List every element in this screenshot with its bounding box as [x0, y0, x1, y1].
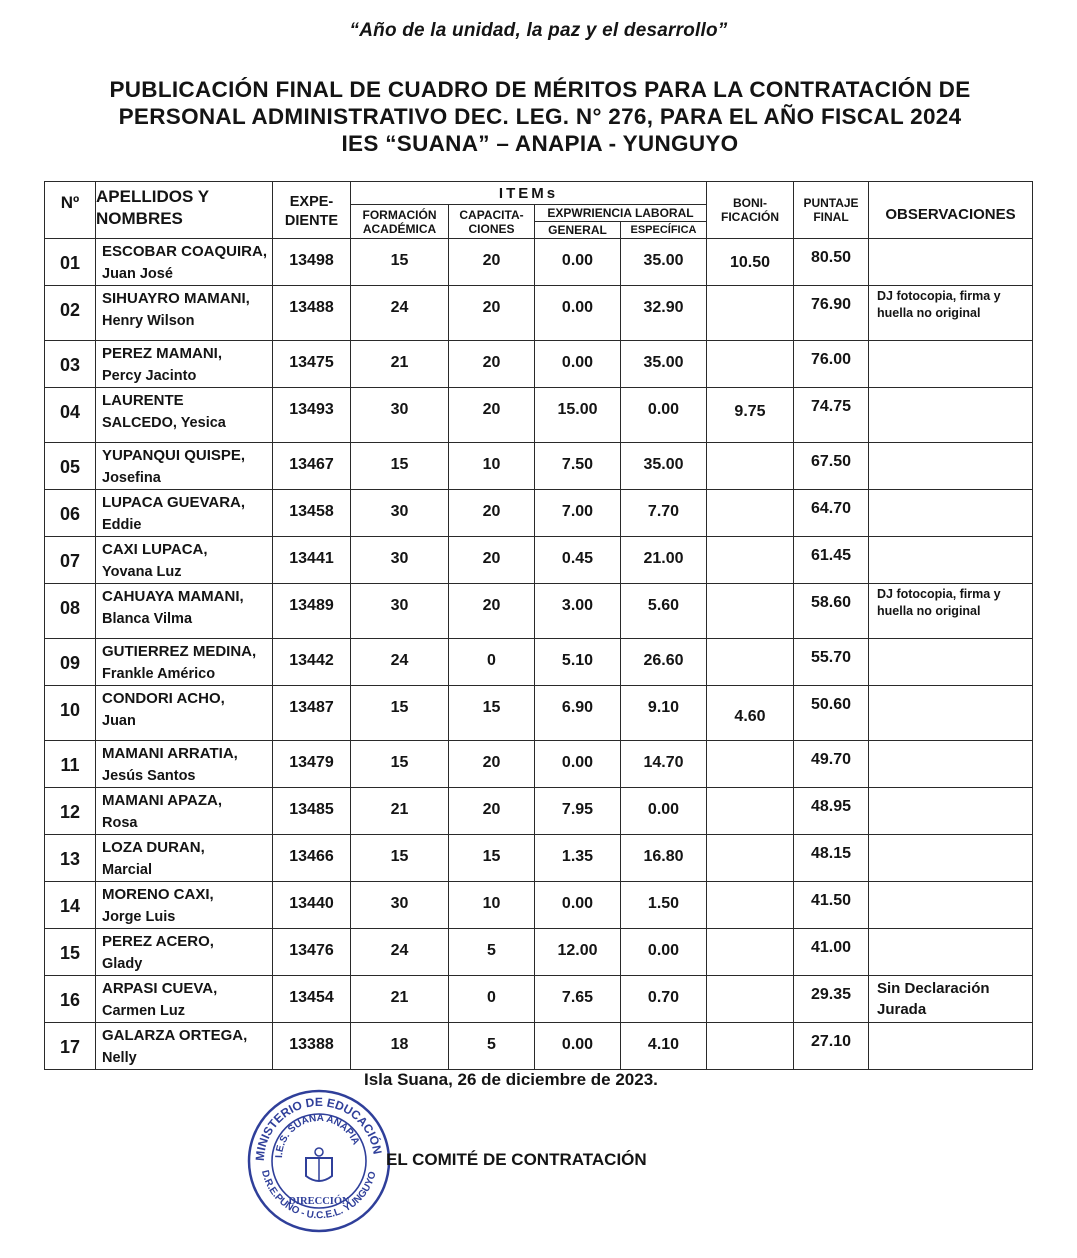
applicant-name	[96, 341, 273, 388]
puntaje-final-cell: 80.50	[794, 239, 869, 286]
experiencia-general-cell: 0.00	[535, 1023, 621, 1070]
expediente-cell: 13442	[273, 639, 351, 686]
formacion-cell: 24	[351, 639, 449, 686]
experiencia-especifica-cell: 7.70	[621, 490, 707, 537]
row-number: 01	[45, 239, 96, 286]
expediente-cell: 13388	[273, 1023, 351, 1070]
observaciones-cell	[869, 443, 1033, 490]
experiencia-especifica-cell: 0.00	[621, 788, 707, 835]
formacion-cell: 21	[351, 341, 449, 388]
experiencia-general-cell: 0.00	[535, 286, 621, 341]
header-general: GENERAL	[535, 222, 621, 239]
experiencia-especifica-cell: 35.00	[621, 443, 707, 490]
formacion-cell: 30	[351, 388, 449, 443]
bonificacion-cell	[707, 286, 794, 341]
applicant-surname: LAURENTE	[102, 392, 184, 409]
header-bonificacion	[707, 182, 794, 239]
header-bon-line: BONI-	[733, 196, 767, 210]
observaciones-cell	[869, 882, 1033, 929]
bonificacion-cell	[707, 443, 794, 490]
expediente-cell: 13467	[273, 443, 351, 490]
expediente-cell: 13466	[273, 835, 351, 882]
experiencia-especifica-cell: 4.10	[621, 1023, 707, 1070]
applicant-surname: SIHUAYRO MAMANI,	[102, 290, 250, 307]
experiencia-especifica-cell: 21.00	[621, 537, 707, 584]
header-expediente	[273, 182, 351, 239]
applicant-name	[96, 686, 273, 741]
header-final-line: FINAL	[813, 210, 849, 224]
applicant-given-name: Eddie	[102, 517, 142, 533]
applicant-name	[96, 239, 273, 286]
observaciones-cell	[869, 388, 1033, 443]
applicant-surname: PEREZ ACERO,	[102, 933, 214, 950]
table-row	[45, 584, 1033, 639]
header-final-line: PUNTAJE	[803, 196, 859, 210]
puntaje-final-cell: 29.35	[794, 976, 869, 1023]
applicant-given-name: Percy Jacinto	[102, 368, 197, 384]
applicant-given-name: Glady	[102, 956, 143, 972]
experiencia-especifica-cell: 14.70	[621, 741, 707, 788]
experiencia-especifica-cell: 35.00	[621, 239, 707, 286]
observaciones-cell	[869, 788, 1033, 835]
formacion-cell: 21	[351, 976, 449, 1023]
experiencia-general-cell: 15.00	[535, 388, 621, 443]
applicant-name	[96, 741, 273, 788]
observaciones-cell	[869, 239, 1033, 286]
applicant-name	[96, 882, 273, 929]
applicant-given-name: Jesús Santos	[102, 768, 196, 784]
experiencia-general-cell: 0.00	[535, 239, 621, 286]
experiencia-general-cell: 0.00	[535, 741, 621, 788]
formacion-cell: 24	[351, 286, 449, 341]
header-names-line: APELLIDOS Y	[96, 187, 210, 206]
applicant-surname: GUTIERREZ MEDINA,	[102, 643, 257, 660]
applicant-surname: MORENO CAXI,	[102, 886, 214, 903]
puntaje-final-cell: 55.70	[794, 639, 869, 686]
bonificacion-cell	[707, 490, 794, 537]
committee-signature: EL COMITÉ DE CONTRATACIÓN	[386, 1150, 647, 1169]
table-row	[45, 929, 1033, 976]
applicant-name	[96, 788, 273, 835]
observaciones-cell	[869, 929, 1033, 976]
applicant-surname: PEREZ MAMANI,	[102, 345, 222, 362]
row-number: 13	[45, 835, 96, 882]
formacion-cell: 30	[351, 490, 449, 537]
header-experiencia: EXPWRIENCIA LABORAL	[535, 205, 707, 222]
bonificacion-cell: 9.75	[707, 388, 794, 443]
row-number: 07	[45, 537, 96, 584]
applicant-surname: LUPACA GUEVARA,	[102, 494, 246, 511]
table-row	[45, 976, 1033, 1023]
puntaje-final-cell: 76.90	[794, 286, 869, 341]
experiencia-general-cell: 7.00	[535, 490, 621, 537]
row-number: 14	[45, 882, 96, 929]
table-row	[45, 1023, 1033, 1070]
applicant-surname: GALARZA ORTEGA,	[102, 1027, 248, 1044]
table-row	[45, 788, 1033, 835]
header-names-line: NOMBRES	[96, 209, 183, 228]
puntaje-final-cell: 67.50	[794, 443, 869, 490]
table-row	[45, 443, 1033, 490]
experiencia-general-cell: 6.90	[535, 686, 621, 741]
applicant-given-name: Yovana Luz	[102, 564, 182, 580]
formacion-cell: 15	[351, 835, 449, 882]
header-puntaje-final	[794, 182, 869, 239]
experiencia-general-cell: 7.65	[535, 976, 621, 1023]
capacitaciones-cell: 15	[449, 686, 535, 741]
applicant-name	[96, 537, 273, 584]
row-number: 15	[45, 929, 96, 976]
experiencia-especifica-cell: 0.00	[621, 929, 707, 976]
table-row	[45, 639, 1033, 686]
applicant-name	[96, 976, 273, 1023]
experiencia-general-cell: 1.35	[535, 835, 621, 882]
expediente-cell: 13498	[273, 239, 351, 286]
header-capacitaciones	[449, 205, 535, 239]
capacitaciones-cell: 10	[449, 443, 535, 490]
applicant-name	[96, 286, 273, 341]
title-line: PERSONAL ADMINISTRATIVO DEC. LEG. N° 276, PARA EL AÑO FISCAL 2024	[118, 104, 962, 129]
applicant-given-name: Henry Wilson	[102, 313, 195, 329]
header-especifica: ESPECÍFICA	[621, 222, 707, 239]
formacion-cell: 15	[351, 741, 449, 788]
motto: “Año de la unidad, la paz y el desarrollo”	[349, 20, 728, 41]
row-number: 06	[45, 490, 96, 537]
row-number: 17	[45, 1023, 96, 1070]
observaciones-cell: Sin Declaración Jurada	[869, 976, 1033, 1023]
applicant-name	[96, 490, 273, 537]
svg-text:DIRECCIÓN: DIRECCIÓN	[288, 1196, 350, 1207]
formacion-cell: 24	[351, 929, 449, 976]
applicant-name	[96, 639, 273, 686]
applicant-given-name: Juan	[102, 713, 136, 729]
observaciones-cell	[869, 341, 1033, 388]
formacion-cell: 30	[351, 584, 449, 639]
observaciones-cell	[869, 835, 1033, 882]
row-number: 12	[45, 788, 96, 835]
experiencia-especifica-cell: 0.70	[621, 976, 707, 1023]
bonificacion-cell	[707, 1023, 794, 1070]
expediente-cell: 13488	[273, 286, 351, 341]
experiencia-especifica-cell: 1.50	[621, 882, 707, 929]
row-number: 10	[45, 686, 96, 741]
formacion-cell: 21	[351, 788, 449, 835]
table-row	[45, 835, 1033, 882]
applicant-given-name: Carmen Luz	[102, 1003, 185, 1019]
capacitaciones-cell: 20	[449, 741, 535, 788]
experiencia-general-cell: 7.50	[535, 443, 621, 490]
applicant-surname: MAMANI APAZA,	[102, 792, 222, 809]
experiencia-especifica-cell: 9.10	[621, 686, 707, 741]
capacitaciones-cell: 15	[449, 835, 535, 882]
bonificacion-cell	[707, 929, 794, 976]
puntaje-final-cell: 61.45	[794, 537, 869, 584]
official-seal	[244, 1086, 394, 1236]
header-formacion-line: FORMACIÓN	[362, 207, 437, 222]
capacitaciones-cell: 0	[449, 639, 535, 686]
experiencia-especifica-cell: 32.90	[621, 286, 707, 341]
applicant-given-name: SALCEDO, Yesica	[102, 415, 226, 431]
applicant-given-name: Josefina	[102, 470, 161, 486]
observaciones-cell: DJ fotocopia, firma y huella no original	[869, 584, 1033, 639]
applicant-given-name: Nelly	[102, 1050, 137, 1066]
applicant-given-name: Frankle Américo	[102, 666, 216, 682]
table-row	[45, 537, 1033, 584]
header-exp-line: DIENTE	[284, 213, 339, 229]
row-number: 02	[45, 286, 96, 341]
puntaje-final-cell: 74.75	[794, 388, 869, 443]
bonificacion-cell	[707, 584, 794, 639]
row-number: 16	[45, 976, 96, 1023]
svg-text:D.R.E.PUNO - U.C.E.L. YUNGUYO: D.R.E.PUNO - U.C.E.L. YUNGUYO	[258, 1169, 379, 1222]
experiencia-general-cell: 7.95	[535, 788, 621, 835]
header-formacion	[351, 205, 449, 239]
formacion-cell: 30	[351, 882, 449, 929]
applicant-surname: CAHUAYA MAMANI,	[102, 588, 244, 605]
applicant-given-name: Juan José	[102, 266, 173, 282]
bonificacion-cell	[707, 639, 794, 686]
experiencia-especifica-cell: 35.00	[621, 341, 707, 388]
applicant-surname: ARPASI CUEVA,	[102, 980, 218, 997]
capacitaciones-cell: 20	[449, 239, 535, 286]
header-names	[96, 182, 273, 239]
experiencia-especifica-cell: 16.80	[621, 835, 707, 882]
applicant-given-name: Rosa	[102, 815, 138, 831]
observaciones-cell	[869, 639, 1033, 686]
row-number: 09	[45, 639, 96, 686]
bonificacion-cell	[707, 835, 794, 882]
bonificacion-cell: 10.50	[707, 239, 794, 286]
capacitaciones-cell: 20	[449, 788, 535, 835]
document-title	[40, 76, 1040, 157]
puntaje-final-cell: 48.15	[794, 835, 869, 882]
formacion-cell: 18	[351, 1023, 449, 1070]
bonificacion-cell: 4.60	[707, 686, 794, 741]
capacitaciones-cell: 20	[449, 584, 535, 639]
capacitaciones-cell: 20	[449, 537, 535, 584]
experiencia-especifica-cell: 5.60	[621, 584, 707, 639]
experiencia-general-cell: 5.10	[535, 639, 621, 686]
table-row	[45, 686, 1033, 741]
applicant-given-name: Jorge Luis	[102, 909, 176, 925]
header-capac-line: CAPACITA-	[459, 207, 524, 222]
svg-text:I.E.S. SUANA ANAPIA: I.E.S. SUANA ANAPIA	[273, 1112, 362, 1159]
bonificacion-cell	[707, 882, 794, 929]
table-row	[45, 882, 1033, 929]
formacion-cell: 30	[351, 537, 449, 584]
applicant-surname: LOZA DURAN,	[102, 839, 205, 856]
capacitaciones-cell: 20	[449, 341, 535, 388]
experiencia-general-cell: 0.00	[535, 341, 621, 388]
puntaje-final-cell: 41.50	[794, 882, 869, 929]
table-row	[45, 741, 1033, 788]
puntaje-final-cell: 48.95	[794, 788, 869, 835]
merit-table	[44, 181, 1033, 1070]
experiencia-general-cell: 3.00	[535, 584, 621, 639]
expediente-cell: 13475	[273, 341, 351, 388]
expediente-cell: 13458	[273, 490, 351, 537]
header-exp-line: EXPE-	[289, 194, 334, 210]
coat-of-arms-icon	[306, 1148, 332, 1181]
applicant-name	[96, 584, 273, 639]
capacitaciones-cell: 0	[449, 976, 535, 1023]
applicant-name	[96, 929, 273, 976]
header-items: ITEMs	[351, 182, 707, 205]
expediente-cell: 13487	[273, 686, 351, 741]
formacion-cell: 15	[351, 686, 449, 741]
experiencia-general-cell: 0.45	[535, 537, 621, 584]
puntaje-final-cell: 64.70	[794, 490, 869, 537]
expediente-cell: 13454	[273, 976, 351, 1023]
svg-text:MINISTERIO DE EDUCACIÓN: MINISTERIO DE EDUCACIÓN	[252, 1095, 385, 1162]
bonificacion-cell	[707, 976, 794, 1023]
title-line: PUBLICACIÓN FINAL DE CUADRO DE MÉRITOS PARA LA CONTRATACIÓN DE	[109, 77, 971, 102]
bonificacion-cell	[707, 537, 794, 584]
capacitaciones-cell: 5	[449, 929, 535, 976]
observaciones-cell	[869, 1023, 1033, 1070]
place-date: Isla Suana, 26 de diciembre de 2023.	[364, 1070, 658, 1089]
puntaje-final-cell: 50.60	[794, 686, 869, 741]
row-number: 03	[45, 341, 96, 388]
applicant-surname: CAXI LUPACA,	[102, 541, 208, 558]
applicant-given-name: Marcial	[102, 862, 152, 878]
capacitaciones-cell: 20	[449, 388, 535, 443]
applicant-surname: CONDORI ACHO,	[102, 690, 225, 707]
applicant-surname: ESCOBAR COAQUIRA,	[102, 243, 268, 260]
applicant-given-name: Blanca Vilma	[102, 611, 193, 627]
table-row	[45, 388, 1033, 443]
observaciones-cell	[869, 686, 1033, 741]
expediente-cell: 13441	[273, 537, 351, 584]
expediente-cell: 13493	[273, 388, 351, 443]
row-number: 04	[45, 388, 96, 443]
row-number: 11	[45, 741, 96, 788]
expediente-cell: 13440	[273, 882, 351, 929]
table-row	[45, 239, 1033, 286]
expediente-cell: 13485	[273, 788, 351, 835]
header-observaciones: OBSERVACIONES	[869, 182, 1033, 239]
puntaje-final-cell: 27.10	[794, 1023, 869, 1070]
table-row	[45, 490, 1033, 537]
header-num: Nº	[45, 182, 96, 239]
formacion-cell: 15	[351, 443, 449, 490]
applicant-name	[96, 388, 273, 443]
capacitaciones-cell: 5	[449, 1023, 535, 1070]
row-number: 08	[45, 584, 96, 639]
experiencia-general-cell: 0.00	[535, 882, 621, 929]
experiencia-especifica-cell: 0.00	[621, 388, 707, 443]
row-number: 05	[45, 443, 96, 490]
expediente-cell: 13479	[273, 741, 351, 788]
applicant-name	[96, 835, 273, 882]
observaciones-cell	[869, 741, 1033, 788]
title-line: IES “SUANA” – ANAPIA - YUNGUYO	[341, 131, 739, 156]
experiencia-general-cell: 12.00	[535, 929, 621, 976]
puntaje-final-cell: 41.00	[794, 929, 869, 976]
bonificacion-cell	[707, 741, 794, 788]
applicant-surname: YUPANQUI QUISPE,	[102, 447, 246, 464]
observaciones-cell	[869, 490, 1033, 537]
header-formacion-line: ACADÉMICA	[362, 221, 437, 236]
puntaje-final-cell: 76.00	[794, 341, 869, 388]
applicant-surname: MAMANI ARRATIA,	[102, 745, 238, 762]
experiencia-especifica-cell: 26.60	[621, 639, 707, 686]
bonificacion-cell	[707, 788, 794, 835]
table-row	[45, 286, 1033, 341]
header-bon-line: FICACIÓN	[721, 210, 779, 224]
puntaje-final-cell: 58.60	[794, 584, 869, 639]
applicant-name	[96, 443, 273, 490]
bonificacion-cell	[707, 341, 794, 388]
observaciones-cell: DJ fotocopia, firma y huella no original	[869, 286, 1033, 341]
capacitaciones-cell: 20	[449, 286, 535, 341]
capacitaciones-cell: 20	[449, 490, 535, 537]
observaciones-cell	[869, 537, 1033, 584]
header-capac-line: CIONES	[468, 221, 515, 236]
capacitaciones-cell: 10	[449, 882, 535, 929]
table-row	[45, 341, 1033, 388]
formacion-cell: 15	[351, 239, 449, 286]
expediente-cell: 13489	[273, 584, 351, 639]
expediente-cell: 13476	[273, 929, 351, 976]
applicant-name	[96, 1023, 273, 1070]
puntaje-final-cell: 49.70	[794, 741, 869, 788]
